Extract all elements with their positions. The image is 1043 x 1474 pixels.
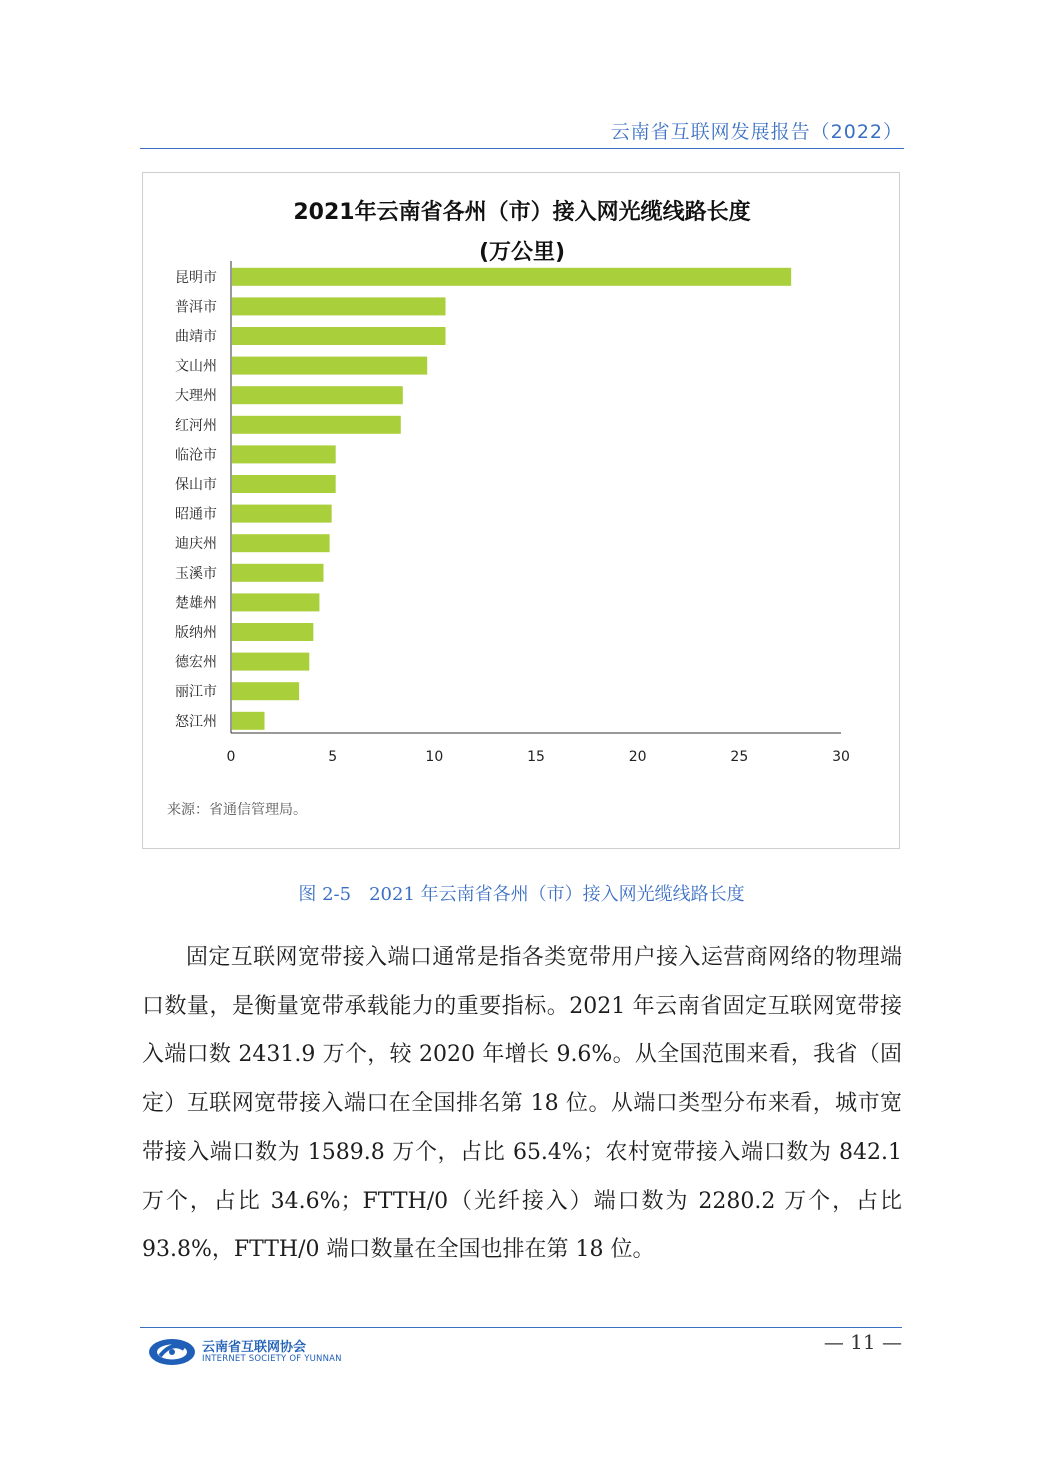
chart-title: 2021年云南省各州（市）接入网光缆线路长度 xyxy=(293,200,751,225)
page-number: — 11 — xyxy=(823,1330,902,1354)
bar xyxy=(232,357,427,375)
bar xyxy=(232,593,319,611)
category-label: 曲靖市 xyxy=(175,329,217,345)
bar xyxy=(232,268,791,286)
org-logo xyxy=(148,1335,342,1371)
x-tick-label: 15 xyxy=(527,749,545,765)
chart-source: 来源：省通信管理局。 xyxy=(167,802,307,818)
x-ticks-layer xyxy=(227,749,850,765)
bar xyxy=(232,505,332,523)
category-label: 玉溪市 xyxy=(175,565,217,582)
x-tick-label: 0 xyxy=(226,749,236,765)
bar xyxy=(232,386,403,404)
bar-chart xyxy=(143,173,901,850)
bar xyxy=(232,297,446,315)
category-label: 昆明市 xyxy=(175,269,217,286)
footer-divider xyxy=(140,1327,902,1328)
chart-container xyxy=(142,172,900,849)
org-name-en: INTERNET SOCIETY OF YUNNAN xyxy=(202,1354,342,1364)
category-label: 丽江市 xyxy=(175,684,217,701)
category-label: 德宏州 xyxy=(175,654,217,671)
bar xyxy=(232,445,336,463)
bar xyxy=(232,475,336,493)
bar xyxy=(232,623,313,641)
bar xyxy=(232,327,446,345)
x-tick-label: 20 xyxy=(628,749,647,765)
org-logo-icon xyxy=(148,1337,196,1367)
category-label: 版纳州 xyxy=(175,625,217,641)
x-tick-label: 5 xyxy=(328,749,338,765)
category-label: 楚雄州 xyxy=(175,595,217,612)
org-name: 云南省互联网协会 xyxy=(202,1340,307,1355)
x-tick-label: 30 xyxy=(832,749,850,765)
bar xyxy=(232,653,309,671)
category-label: 红河州 xyxy=(175,417,217,434)
category-label: 保山市 xyxy=(175,477,217,493)
bar xyxy=(232,534,330,552)
header-title: 云南省互联网发展报告（2022） xyxy=(610,121,903,143)
category-label: 普洱市 xyxy=(175,299,217,316)
category-label: 怒江州 xyxy=(175,713,217,730)
bar xyxy=(232,416,401,434)
x-tick-label: 10 xyxy=(425,749,444,765)
category-label: 文山州 xyxy=(175,358,217,375)
body-paragraph: 固定互联网宽带接入端口通常是指各类宽带用户接入运营商网络的物理端口数量，是衡量宽带承载能力的重要指标。2021 年云南省固定互联网宽带接入端口数 2431.9 万个，较 2020 年增长 9.6%。从全国范围来看，我省（固定）互联网宽带接入端口在全国排名第 18 位。从端口类型分布来看，城市宽带接入端口数为 1589.8 万个，占比 65.4%；农村宽带接入端口数为 842.1 万个，占比 34.6%；FTTH/0（光纤接入）端口数为 2280.2 万个，占比 93.8%，FTTH/0 端口数量在全国也排在第 18 位。 xyxy=(142,945,902,1263)
bar xyxy=(232,682,299,700)
bar xyxy=(232,564,324,582)
category-label: 临沧市 xyxy=(175,447,217,464)
figure-caption: 图 2-5 2021 年云南省各州（市）接入网光缆线路长度 xyxy=(298,884,745,905)
category-label: 昭通市 xyxy=(175,506,217,523)
header-divider xyxy=(140,148,904,149)
category-label: 迪庆州 xyxy=(175,536,217,553)
x-tick-label: 25 xyxy=(730,749,749,765)
bar xyxy=(232,712,265,730)
category-label: 大理州 xyxy=(175,388,217,405)
chart-title-unit: (万公里) xyxy=(478,240,566,265)
bars-layer xyxy=(175,268,791,730)
